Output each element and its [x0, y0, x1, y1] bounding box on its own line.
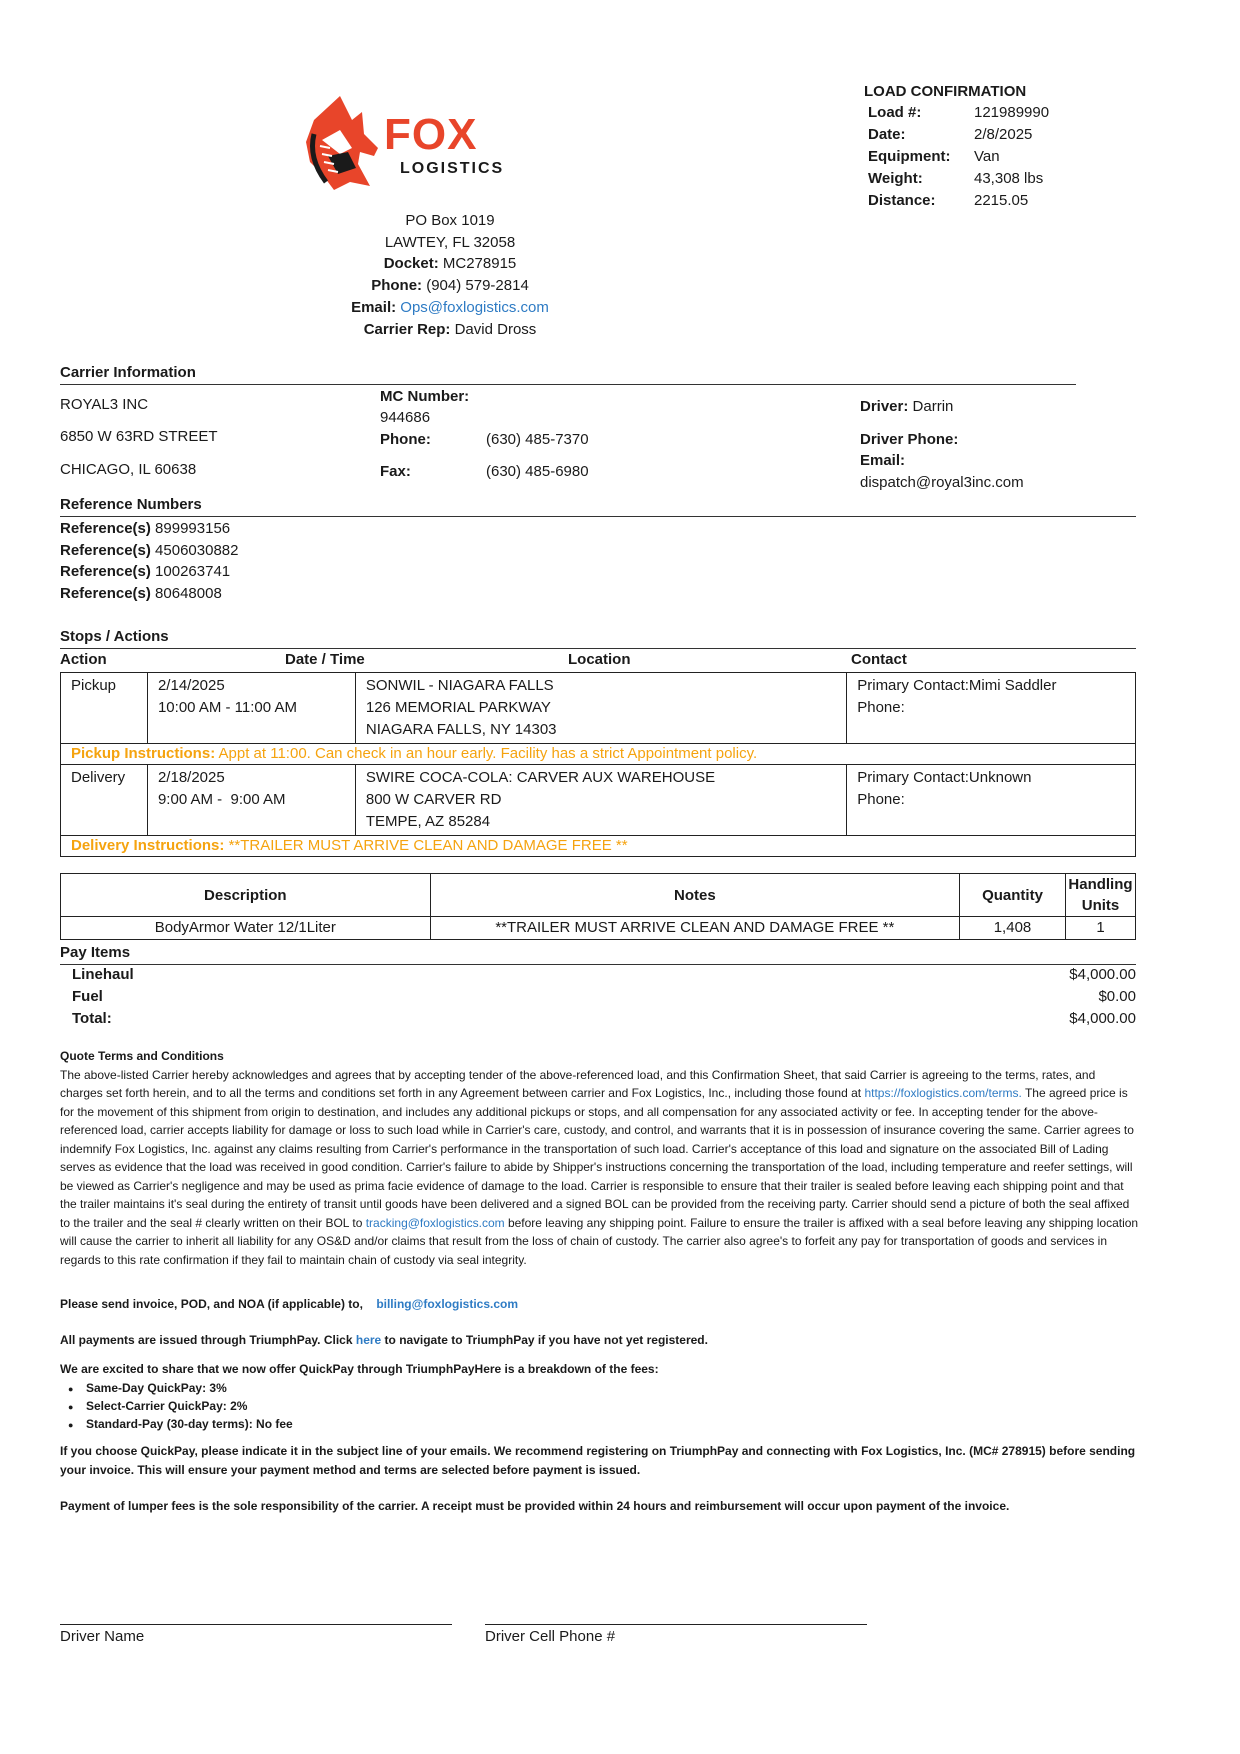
stop-contact-name: Primary Contact:Mimi Saddler	[857, 677, 1057, 694]
distance-label: Distance:	[868, 192, 936, 209]
load-row	[864, 192, 1049, 214]
reference-label: Reference(s)	[60, 520, 151, 537]
company-info	[250, 210, 650, 340]
quickpay-intro: We are excited to share that we now offer QuickPay through TriumphPayHere is a breakdown of the fees:	[60, 1362, 659, 1376]
payments-note	[60, 1331, 1140, 1350]
stops-table	[60, 672, 1136, 857]
load-row	[864, 148, 1049, 170]
stop-contact-name: Primary Contact:Unknown	[857, 769, 1032, 786]
driver-field	[860, 398, 953, 415]
list-item: ● Select-Carrier QuickPay: 2%	[86, 1397, 247, 1416]
terms-text-2: The agreed price is for the movement of this shipment from origin to destination, and includes any additional pickups or stops, and all compensation for any associated activity or fee. In accepting tender for the above-referenced load, carrier accepts liability for damage or loss to such load while in Carrier's care, custody, and control, and warrants that it is in possession of insurance covering the same. Carrier agrees to indemnify Fox Logistics, Inc. against any claims resulting from Carrier's performance in the transportation of such load. Carrier's acceptance of this load and signature on the associated Bill of Lading serves as evidence that the load was received in good condition. Carrier's failure to abide by Shipper's instructions concerning the transportation of the load, including temperature and reefer settings, will be viewed as Carrier's negligence and may be used as prima facie evidence of damage to the load. Carrier is responsible to ensure that their trailer is sealed before leaving each shipping point and that the trailer maintains it's seal during the entirety of transit until goods have been delivered and a signed BOL can be provided from the receiving party. Carrier should send a picture of both the seal affixed to the trailer and the seal # clearly written on their BOL to	[60, 1086, 1134, 1230]
stop-location-city: TEMPE, AZ 85284	[365, 813, 491, 830]
carrier-name: ROYAL3 INC	[60, 396, 149, 413]
load-confirmation-title: LOAD CONFIRMATION	[864, 83, 1027, 100]
stops-col-action: Action	[60, 651, 107, 668]
stop-location-name: SONWIL - NIAGARA FALLS	[365, 677, 554, 694]
list-item: ● Same-Day QuickPay: 3%	[86, 1379, 227, 1398]
driver-value: Darrin	[912, 398, 954, 415]
items-header-row	[61, 874, 1136, 917]
stops-heading: Stops / Actions	[60, 628, 169, 645]
stop-contact	[847, 673, 1136, 744]
weight-label: Weight:	[868, 170, 923, 187]
payments-text-a: All payments are issued through TriumphPay. Click	[60, 1333, 356, 1347]
company-email-link[interactable]: Ops@foxlogistics.com	[400, 298, 549, 316]
carrier-email-value: dispatch@royal3inc.com	[860, 474, 1024, 491]
reference-list	[60, 518, 238, 605]
company-phone-label: Phone:	[371, 277, 423, 295]
items-col-quantity: Quantity	[960, 874, 1066, 917]
items-col-notes: Notes	[430, 874, 959, 917]
equipment-value: Van	[974, 148, 1000, 165]
stop-location	[355, 765, 846, 836]
reference-label: Reference(s)	[60, 563, 151, 581]
load-date-label: Date:	[868, 126, 906, 143]
equipment-label: Equipment:	[868, 148, 951, 165]
terms-body	[60, 1066, 1140, 1270]
carrier-phone-label: Phone:	[380, 431, 431, 448]
carrier-info-rule	[60, 384, 1076, 385]
lumper-fees-note: Payment of lumper fees is the sole responsibility of the carrier. A receipt must be provided within 24 hours and reimbursement will occur upon payment of the invoice.	[60, 1499, 1010, 1513]
reference-numbers-heading: Reference Numbers	[60, 496, 202, 513]
stop-instructions-row	[61, 744, 1136, 765]
driver-phone-label: Driver Phone:	[860, 431, 959, 448]
stop-action: Delivery	[61, 765, 148, 836]
stop-instructions-row	[61, 836, 1136, 857]
fuel-value: $0.00	[1098, 988, 1136, 1005]
reference-value: 80648008	[155, 585, 222, 603]
pay-fuel-row	[72, 988, 1136, 1005]
stop-time: 9:00 AM - 9:00 AM	[157, 791, 286, 808]
billing-email-link[interactable]: billing@foxlogistics.com	[376, 1297, 519, 1311]
stop-location-name: SWIRE COCA-COLA: CARVER AUX WAREHOUSE	[365, 769, 716, 786]
carrier-city: CHICAGO, IL 60638	[60, 461, 197, 478]
pay-total-row	[72, 1010, 1136, 1027]
stop-location	[355, 673, 846, 744]
stop-time: 10:00 AM - 11:00 AM	[157, 699, 297, 716]
carrier-email-label: Email:	[860, 452, 906, 469]
pay-linehaul-row	[72, 966, 1136, 983]
terms-title: Quote Terms and Conditions	[60, 1049, 224, 1063]
stops-rule	[60, 648, 1136, 649]
company-address-line2: LAWTEY, FL 32058	[384, 233, 516, 251]
load-row	[864, 126, 1049, 148]
driver-cell-signature-line	[485, 1624, 867, 1625]
list-item: ● Standard-Pay (30-day terms): No fee	[86, 1415, 293, 1434]
driver-cell-label: Driver Cell Phone #	[485, 1628, 616, 1645]
load-number-label: Load #:	[868, 104, 922, 121]
tracking-email-link[interactable]: tracking@foxlogistics.com	[365, 1215, 505, 1230]
reference-item	[60, 583, 238, 605]
fox-logistics-logo	[300, 90, 520, 200]
carrier-street: 6850 W 63RD STREET	[60, 428, 218, 445]
company-email-label: Email:	[351, 298, 397, 316]
fuel-label: Fuel	[72, 988, 103, 1005]
driver-name-label: Driver Name	[60, 1628, 145, 1645]
delivery-instructions-text: **TRAILER MUST ARRIVE CLEAN AND DAMAGE FREE **	[228, 837, 628, 854]
reference-numbers-rule	[60, 516, 1136, 517]
mc-number-value: 944686	[380, 409, 431, 426]
stop-location-city: NIAGARA FALLS, NY 14303	[365, 721, 557, 738]
weight-value: 43,308 lbs	[974, 170, 1044, 187]
pay-items-rule	[60, 964, 1136, 965]
distance-value: 2215.05	[974, 192, 1029, 209]
load-number-value: 121989990	[974, 104, 1050, 121]
reference-item	[60, 561, 238, 583]
stop-contact	[847, 765, 1136, 836]
pay-items-heading: Pay Items	[60, 944, 131, 961]
items-table	[60, 873, 1136, 940]
reference-label: Reference(s)	[60, 541, 151, 559]
stop-date: 2/14/2025	[157, 677, 225, 694]
reference-value: 4506030882	[155, 541, 239, 559]
items-col-handling-units: Handling Units	[1065, 874, 1135, 917]
carrier-rep-value: David Dross	[454, 320, 537, 338]
load-date-value: 2/8/2025	[974, 126, 1033, 143]
reference-value: 899993156	[155, 520, 231, 537]
carrier-rep-label: Carrier Rep:	[363, 320, 451, 338]
stops-col-location: Location	[568, 651, 631, 668]
load-row	[864, 104, 1049, 126]
stop-contact-phone: Phone:	[857, 791, 905, 808]
linehaul-value: $4,000.00	[1069, 966, 1136, 983]
pickup-instructions	[61, 744, 1136, 765]
driver-name-signature-line	[60, 1624, 452, 1625]
stop-datetime	[147, 765, 355, 836]
invoice-text: Please send invoice, POD, and NOA (if applicable) to,	[60, 1297, 363, 1311]
carrier-fax-value: (630) 485-6980	[486, 463, 589, 480]
stop-action: Pickup	[61, 673, 148, 744]
item-handling-units: 1	[1065, 917, 1135, 940]
stops-col-contact: Contact	[851, 651, 907, 668]
terms-text-1: The above-listed Carrier hereby acknowledges and agrees that by accepting tender of the above-referenced load, and this Confirmation Sheet, that said Carrier is agreeing to the terms, rates, and charges set forth herein, and to all the terms and conditions set forth in any Agreement between carrier and Fox Logistics, Inc., including those found at	[60, 1067, 1096, 1100]
carrier-fax-label: Fax:	[380, 463, 411, 480]
stop-date: 2/18/2025	[157, 769, 225, 786]
terms-link[interactable]: https://foxlogistics.com/terms.	[864, 1086, 1022, 1100]
table-row	[61, 917, 1136, 940]
driver-label: Driver:	[860, 398, 909, 415]
triumphpay-here-link[interactable]: here	[355, 1333, 382, 1347]
logo-wordmark: FOX	[384, 110, 478, 159]
stop-contact-phone: Phone:	[857, 699, 905, 716]
docket-value: MC278915	[442, 255, 517, 273]
carrier-phone-value: (630) 485-7370	[486, 431, 589, 448]
linehaul-label: Linehaul	[72, 966, 134, 983]
total-value: $4,000.00	[1069, 1010, 1136, 1027]
items-col-description: Description	[61, 874, 431, 917]
load-row	[864, 170, 1049, 192]
load-confirmation-block	[864, 83, 1204, 214]
stop-datetime	[147, 673, 355, 744]
pickup-instructions-label: Pickup Instructions:	[71, 745, 216, 762]
company-address-line1: PO Box 1019	[405, 212, 495, 229]
pickup-instructions-text: Appt at 11:00. Can check in an hour early. Facility has a strict Appointment policy.	[218, 745, 758, 762]
carrier-info-heading: Carrier Information	[60, 364, 196, 381]
logo-subtitle: LOGISTICS	[400, 160, 505, 177]
quickpay-choose-note: If you choose QuickPay, please indicate it in the subject line of your emails. We recommend registering on TriumphPay and connecting with Fox Logistics, Inc. (MC# 278915) before sending your invoice. This will ensure your payment method and terms are selected before payment is issued.	[60, 1444, 1136, 1477]
stop-location-street: 800 W CARVER RD	[365, 791, 502, 808]
stop-row-delivery	[61, 765, 1136, 836]
invoice-instructions	[60, 1295, 1140, 1314]
reference-item	[60, 540, 238, 562]
mc-number-label: MC Number:	[380, 388, 470, 405]
item-notes: **TRAILER MUST ARRIVE CLEAN AND DAMAGE FREE **	[430, 917, 959, 940]
load-details-table	[864, 104, 1049, 214]
stops-col-datetime: Date / Time	[285, 651, 365, 668]
terms-text-3: before leaving any shipping point. Failure to ensure the trailer is affixed with a seal before leaving any shipping location will cause the carrier to inherit all liability for any OS&D and/or claims that result from the loss of chain of custody. The carrier also agree's to forfeit any pay for transportation of goods and services in regards to this rate confirmation if they fail to maintain chain of custody via seal integrity.	[60, 1215, 1139, 1267]
item-quantity: 1,408	[960, 917, 1066, 940]
stop-row-pickup	[61, 673, 1136, 744]
terms-section	[60, 1047, 1140, 1269]
delivery-instructions-label: Delivery Instructions:	[71, 837, 225, 854]
stop-location-street: 126 MEMORIAL PARKWAY	[365, 699, 551, 716]
item-description: BodyArmor Water 12/1Liter	[61, 917, 431, 940]
reference-value: 100263741	[155, 563, 231, 581]
company-phone-value: (904) 579-2814	[426, 277, 529, 295]
reference-label: Reference(s)	[60, 585, 151, 603]
total-label: Total:	[72, 1010, 112, 1027]
payments-text-b: to navigate to TriumphPay if you have not yet registered.	[381, 1333, 708, 1347]
reference-item	[60, 518, 238, 540]
docket-label: Docket:	[383, 255, 439, 273]
delivery-instructions	[61, 836, 1136, 857]
